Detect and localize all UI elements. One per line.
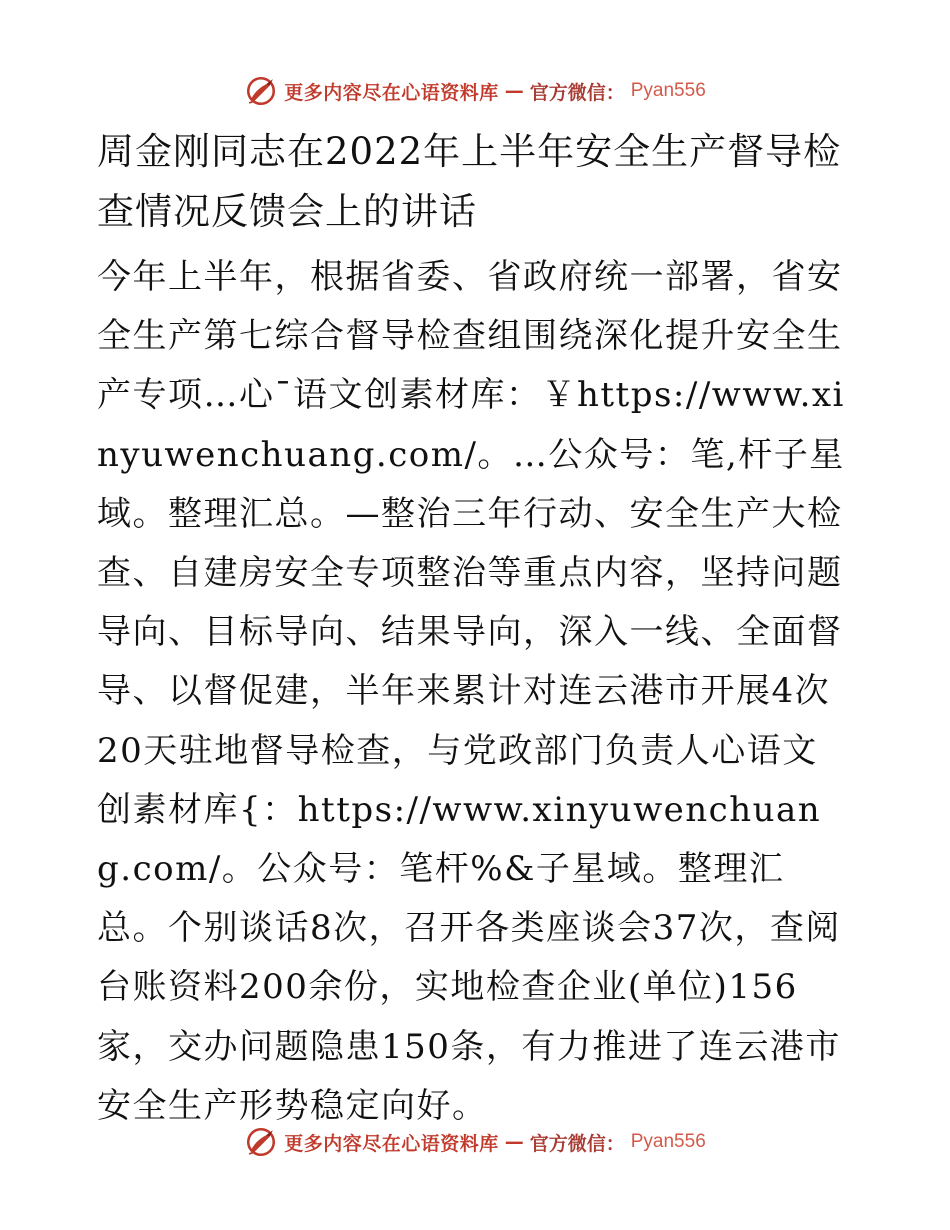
pen-nib-logo-icon: [244, 1125, 278, 1159]
pen-nib-logo-icon: [244, 74, 278, 108]
banner-official-label: 官方微信：: [529, 81, 625, 104]
banner-dash: —: [504, 1131, 524, 1153]
banner-wechat-id: Pyan556: [630, 1131, 706, 1152]
header-banner: [0, 74, 950, 108]
banner-site-text: 更多内容尽在心语资料库: [284, 81, 499, 104]
document-title: 周金刚同志在2022年上半年安全生产督导检查情况反馈会上的讲话: [97, 130, 842, 233]
banner-site-text: 更多内容尽在心语资料库: [284, 1132, 499, 1155]
document-body-paragraph: 今年上半年，根据省委、省政府统一部署，省安全生产第七综合督导检查组围绕深化提升安全生产专项…心¯语文创素材库：￥https://www.xinyuwenchuang.com/。…公众号：笔,杆子星域。整理汇总。—整治三年行动、安全生产大检查、自建房安全专项整治等重点内容，坚持问题导向、目标导向、结果导向，深入一线、全面督导、以督促建，半年来累计对连云港市开展4次20天驻地督导检查，与党政部门负责人心语文创素材库{：https://www.xinyuwenchuang.com/。公众号：笔杆%&子星域。整理汇总。个别谈话8次，召开各类座谈会37次，查阅台账资料200余份，实地检查企业(单位)156家，交办问题隐患150条，有力推进了连云港市安全生产形势稳定向好。: [97, 257, 845, 1126]
banner-official-label: 官方微信：: [529, 1132, 625, 1155]
banner-wechat-id: Pyan556: [630, 80, 706, 101]
banner-dash: —: [504, 80, 524, 102]
footer-banner: [0, 1125, 950, 1159]
